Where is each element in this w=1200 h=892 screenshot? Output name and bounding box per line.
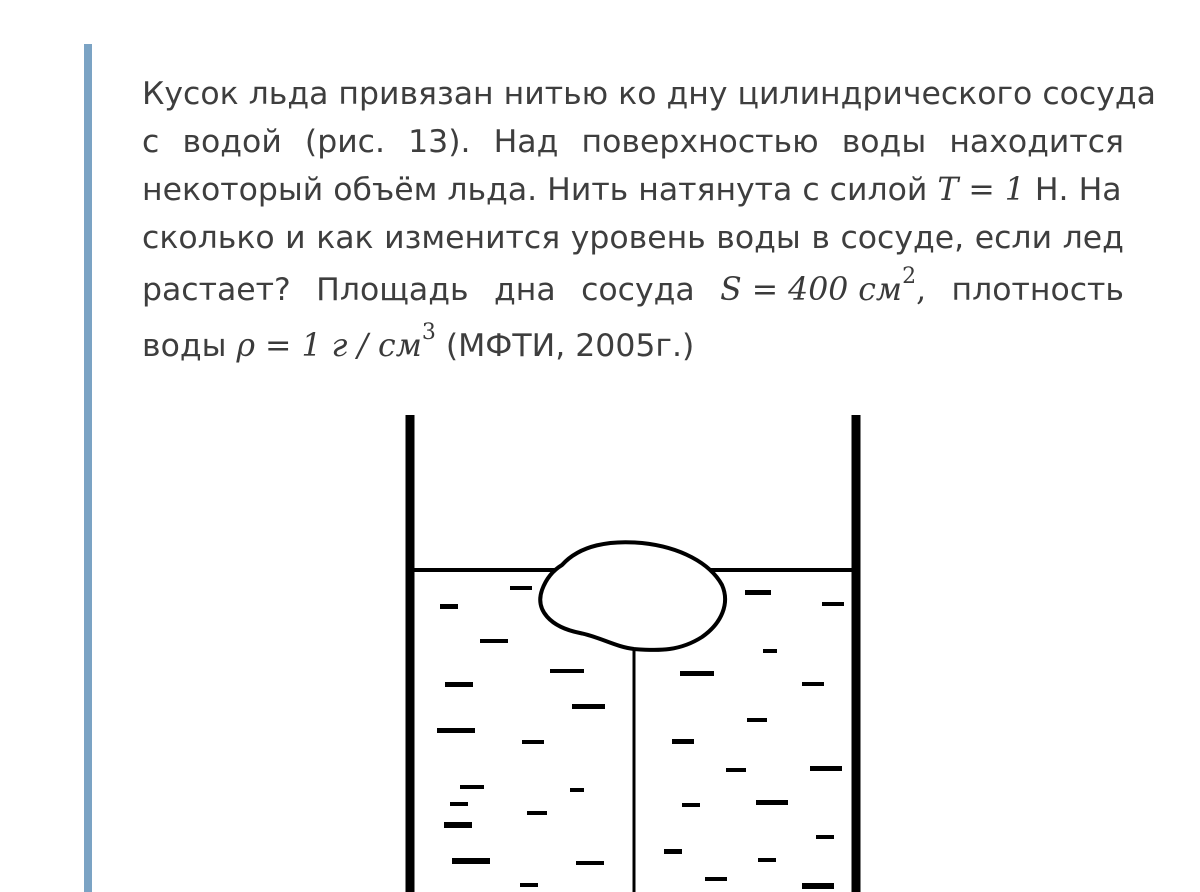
line4-word: как: [316, 220, 374, 256]
line2-word: с: [142, 124, 160, 160]
line4-word: лед: [1062, 220, 1124, 256]
blockquote-accent-bar: [84, 44, 92, 892]
line4-word: и: [285, 220, 306, 256]
line5-word: сосуда: [581, 272, 695, 308]
line4-word: воды: [716, 220, 801, 256]
line2-word: (рис.: [304, 124, 386, 160]
problem-line-3: [142, 166, 1124, 214]
density-formula: ρ = 1 г / $см^3$: [236, 319, 436, 364]
area-formula: S = 400 $см^2$,: [720, 263, 927, 308]
line3-end: Н. На: [1024, 172, 1122, 208]
line4-word: сколько: [142, 220, 275, 256]
line2-word: 13).: [408, 124, 471, 160]
line4-word: сосуде,: [840, 220, 965, 256]
line2-word: находится: [949, 124, 1124, 160]
line2-word: поверхностью: [581, 124, 819, 160]
line4-word: если: [974, 220, 1053, 256]
tension-formula: T = 1: [937, 172, 1025, 208]
line2-word: Над: [493, 124, 559, 160]
line5-word: Площадь: [316, 272, 469, 308]
problem-line-1: Кусок льда привязан нитью ко дну цилиндрического сосуда: [142, 76, 1156, 112]
line6-end: (МФТИ, 2005г.): [435, 328, 695, 364]
line4-word: изменится: [384, 220, 561, 256]
problem-line-6: [142, 318, 1124, 374]
line5-word: растает?: [142, 272, 291, 308]
line2-word: водой: [182, 124, 282, 160]
line4-word: в: [811, 220, 830, 256]
line3-text: некоторый объём льда. Нить натянута с силой: [142, 172, 938, 208]
vessel-figure: [380, 405, 880, 892]
problem-line-5: [142, 262, 1124, 318]
line4-word: уровень: [570, 220, 706, 256]
problem-text: [142, 70, 1156, 374]
ice-chunk: [540, 542, 725, 650]
line6-start: воды: [142, 328, 237, 364]
problem-line-4: [142, 214, 1124, 262]
line5-word: плотность: [951, 272, 1124, 308]
line2-word: воды: [841, 124, 927, 160]
line5-word: дна: [493, 272, 556, 308]
problem-line-2: [142, 118, 1124, 166]
